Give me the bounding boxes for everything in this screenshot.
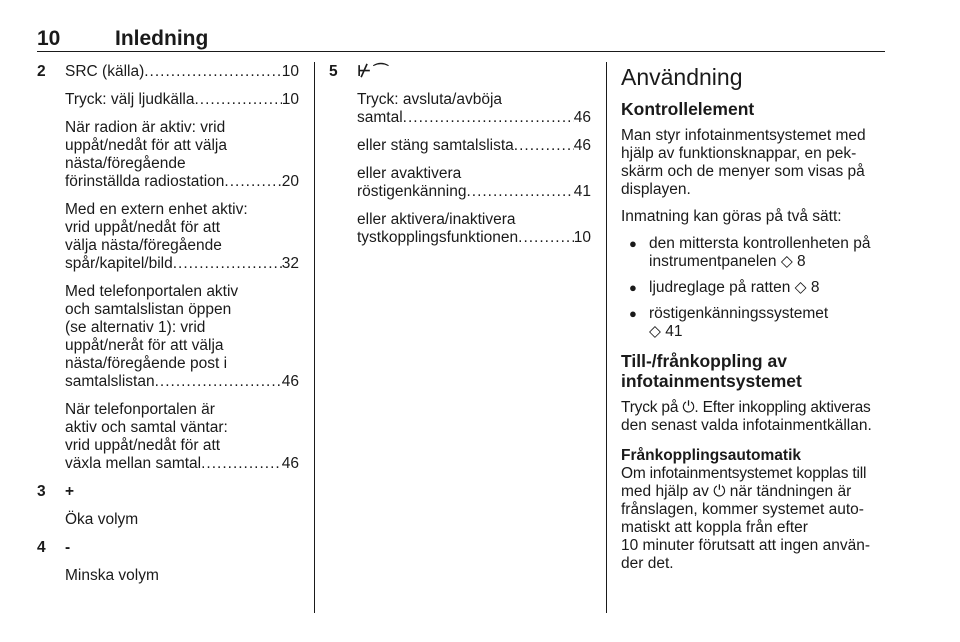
column-divider-2 <box>606 62 607 613</box>
page-ref: 41 <box>573 183 591 200</box>
list-item: ● den mittersta kontrollenheten på instrumentpanelen ◇ 8 <box>621 235 887 271</box>
list-item-5 <box>329 63 591 247</box>
column-2 <box>329 63 591 257</box>
page-ref: 46 <box>281 373 299 390</box>
minus-symbol: - <box>65 539 73 556</box>
page-ref: 32 <box>281 255 299 272</box>
column-divider-1 <box>314 62 315 613</box>
toc-entry: eller stäng samtalslista ..... 46 <box>357 137 591 155</box>
toc-entry: När telefonportalen är aktiv och samtal väntar: vrid uppåt/nedåt för att växla mellan samtal ..... 46 <box>65 401 299 473</box>
list-item: ● ljudreglage på ratten ◇ 8 <box>621 279 887 297</box>
page-title: Inledning <box>115 27 209 50</box>
toc-entry: Tryck: välj ljudkälla ..... 10 <box>65 91 299 109</box>
paragraph: Man styr infotainmentsystemet med hjälp av funktionsknappar, en pek- skärm och de menyer som visas på displayen. <box>621 127 866 198</box>
toc-entry: eller aktivera/inaktivera tystkopplingsfunktionen ..... 10 <box>357 211 591 247</box>
list-item: ● röstigenkänningssystemet ◇ 41 <box>621 305 887 341</box>
page-ref: 46 <box>573 109 591 126</box>
list-item-4 <box>37 539 299 585</box>
item-number: 4 <box>37 539 46 556</box>
paragraph: Om infotainmentsystemet kopplas till med hjälp av ⏻ när tändningen är frånslagen, kommer systemet auto- matiskt att koppla från efter 10 minuter förutsatt att ingen använ- der det. <box>621 465 871 572</box>
page-ref: 10 <box>281 91 299 108</box>
toc-entry: eller avaktivera röstigenkänning ..... 41 <box>357 165 591 201</box>
item-number: 3 <box>37 483 46 500</box>
item-description: Öka volym <box>65 511 139 528</box>
item-number: 2 <box>37 63 46 80</box>
toc-entry: Med en extern enhet aktiv: vrid uppåt/nedåt för att välja nästa/föregående spår/kapitel/bild ..... 32 <box>65 201 299 273</box>
item-number: 5 <box>329 63 338 80</box>
page-ref: 46 <box>573 137 591 154</box>
toc-entry: Tryck: avsluta/avböja samtal ..... 46 <box>357 91 591 127</box>
header-rule <box>37 51 885 52</box>
list-item-2 <box>37 63 299 473</box>
page-ref: 20 <box>281 173 299 190</box>
list-item-3 <box>37 483 299 529</box>
paragraph: Tryck på ⏻. Efter inkoppling aktiveras den senast valda infotainmentkällan. <box>621 399 872 434</box>
column-1 <box>37 63 299 595</box>
toc-entry: Med telefonportalen aktiv och samtalslistan öppen (se alternativ 1): vrid uppåt/neråt för att välja nästa/föregående post i samtalslistan ..... 46 <box>65 283 299 391</box>
subheading-auto-off: Frånkopplingsautomatik <box>621 447 801 464</box>
page-number: 10 <box>37 27 61 50</box>
subheading-controls: Kontrollelement <box>621 99 755 119</box>
page-ref: 10 <box>281 63 299 80</box>
toc-entry: När radion är aktiv: vrid uppåt/nedåt för att välja nästa/föregående förinställda radiostation ..... 20 <box>65 119 299 191</box>
section-heading: Användning <box>621 64 743 90</box>
phone-hangup-mute-icon: ⊬⌒ <box>357 63 391 80</box>
column-3 <box>621 63 887 582</box>
bullet-list <box>621 235 887 341</box>
paragraph: Inmatning kan göras på två sätt: <box>621 208 842 225</box>
subheading-power: Till-/frånkoppling av infotainmentsystemet <box>621 351 802 391</box>
plus-symbol: + <box>65 483 77 500</box>
item-description: Minska volym <box>65 567 159 584</box>
toc-entry: SRC (källa) ..... 10 <box>65 63 299 81</box>
page-ref: 10 <box>573 229 591 246</box>
page-ref: 46 <box>281 455 299 472</box>
